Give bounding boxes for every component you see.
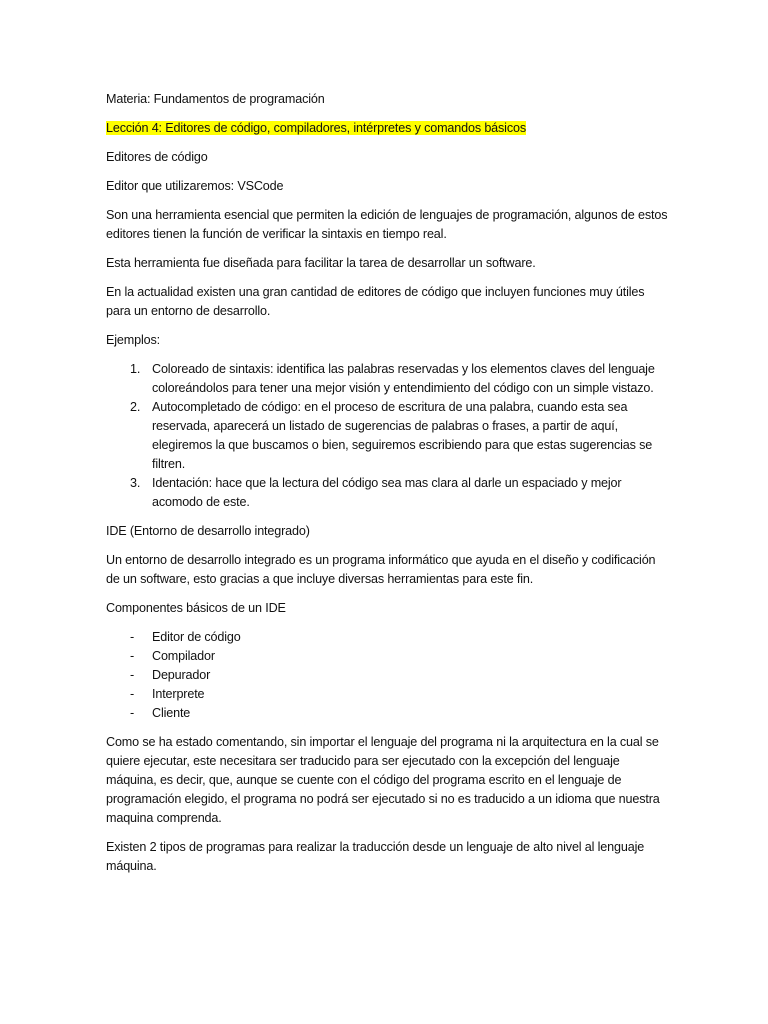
examples-label: Ejemplos: [106,333,160,347]
list-item-dash: - [130,630,135,644]
list-item-text: Identación: hace que la lectura del código sea mas clara al darle un espaciado y mejor acomodo de este. [152,476,622,509]
subject-line: Materia: Fundamentos de programación [106,92,325,106]
list-item-text: Interprete [152,687,205,701]
list-item-text: Coloreado de sintaxis: identifica las palabras reservadas y los elementos claves del lenguaje coloreándolos para tener una mejor visión y entendimiento del código con un simple vistazo. [152,362,655,395]
lesson-title-highlight: Lección 4: Editores de código, compiladores, intérpretes y comandos básicos [106,121,526,135]
components-list [106,628,668,723]
list-item-number: 3. [130,476,141,490]
paragraph-editors-definition: Son una herramienta esencial que permiten la edición de lenguajes de programación, algunos de estos editores tienen la función de verificar la sintaxis en tiempo real. [106,208,668,241]
section-heading-editors: Editores de código [106,150,208,164]
components-heading: Componentes básicos de un IDE [106,601,286,615]
list-item [106,685,668,704]
list-item [106,360,668,398]
list-item [106,398,668,474]
examples-list [106,360,668,512]
list-item-text: Compilador [152,649,215,663]
list-item-text: Autocompletado de código: en el proceso de escritura de una palabra, cuando esta sea reservada, aparecerá un listado de sugerencias de palabras o frases, a partir de aquí, elegiremos la que buscamos o bien, seguiremos escribiendo para que estas sugerencias se filtren. [152,400,653,471]
list-item-text: Cliente [152,706,191,720]
list-item-text: Depurador [152,668,211,682]
paragraph-translation-types: Existen 2 tipos de programas para realizar la traducción desde un lenguaje de alto nivel al lenguaje máquina. [106,840,645,873]
list-item-text: Editor de código [152,630,241,644]
ide-heading: IDE (Entorno de desarrollo integrado) [106,524,310,538]
list-item [106,704,668,723]
list-item [106,666,668,685]
list-item [106,474,668,512]
list-item [106,647,668,666]
list-item-dash: - [130,668,135,682]
lesson-title [106,119,668,138]
list-item-number: 2. [130,400,141,414]
paragraph-ide-definition: Un entorno de desarrollo integrado es un programa informático que ayuda en el diseño y codificación de un software, esto gracias a que incluye diversas herramientas para este fin. [106,553,656,586]
editor-used-line: Editor que utilizaremos: VSCode [106,179,284,193]
document-page [106,90,668,886]
list-item [106,628,668,647]
list-item-number: 1. [130,362,141,376]
paragraph-translation-need: Como se ha estado comentando, sin importar el lenguaje del programa ni la arquitectura en la cual se quiere ejecutar, este necesitara ser traducido para ser ejecutado con la excepción del lenguaje máquina, es decir, que, aunque se cuente con el código del programa escrito en el lenguaje de programación elegido, el programa no podrá ser ejecutado si no es traducido a un idioma que nuestra maquina comprenda. [106,735,660,825]
list-item-dash: - [130,706,135,720]
paragraph-editors-purpose: Esta herramienta fue diseñada para facilitar la tarea de desarrollar un software. [106,256,536,270]
list-item-dash: - [130,687,135,701]
list-item-dash: - [130,649,135,663]
paragraph-editors-today: En la actualidad existen una gran cantidad de editores de código que incluyen funciones muy útiles para un entorno de desarrollo. [106,285,645,318]
